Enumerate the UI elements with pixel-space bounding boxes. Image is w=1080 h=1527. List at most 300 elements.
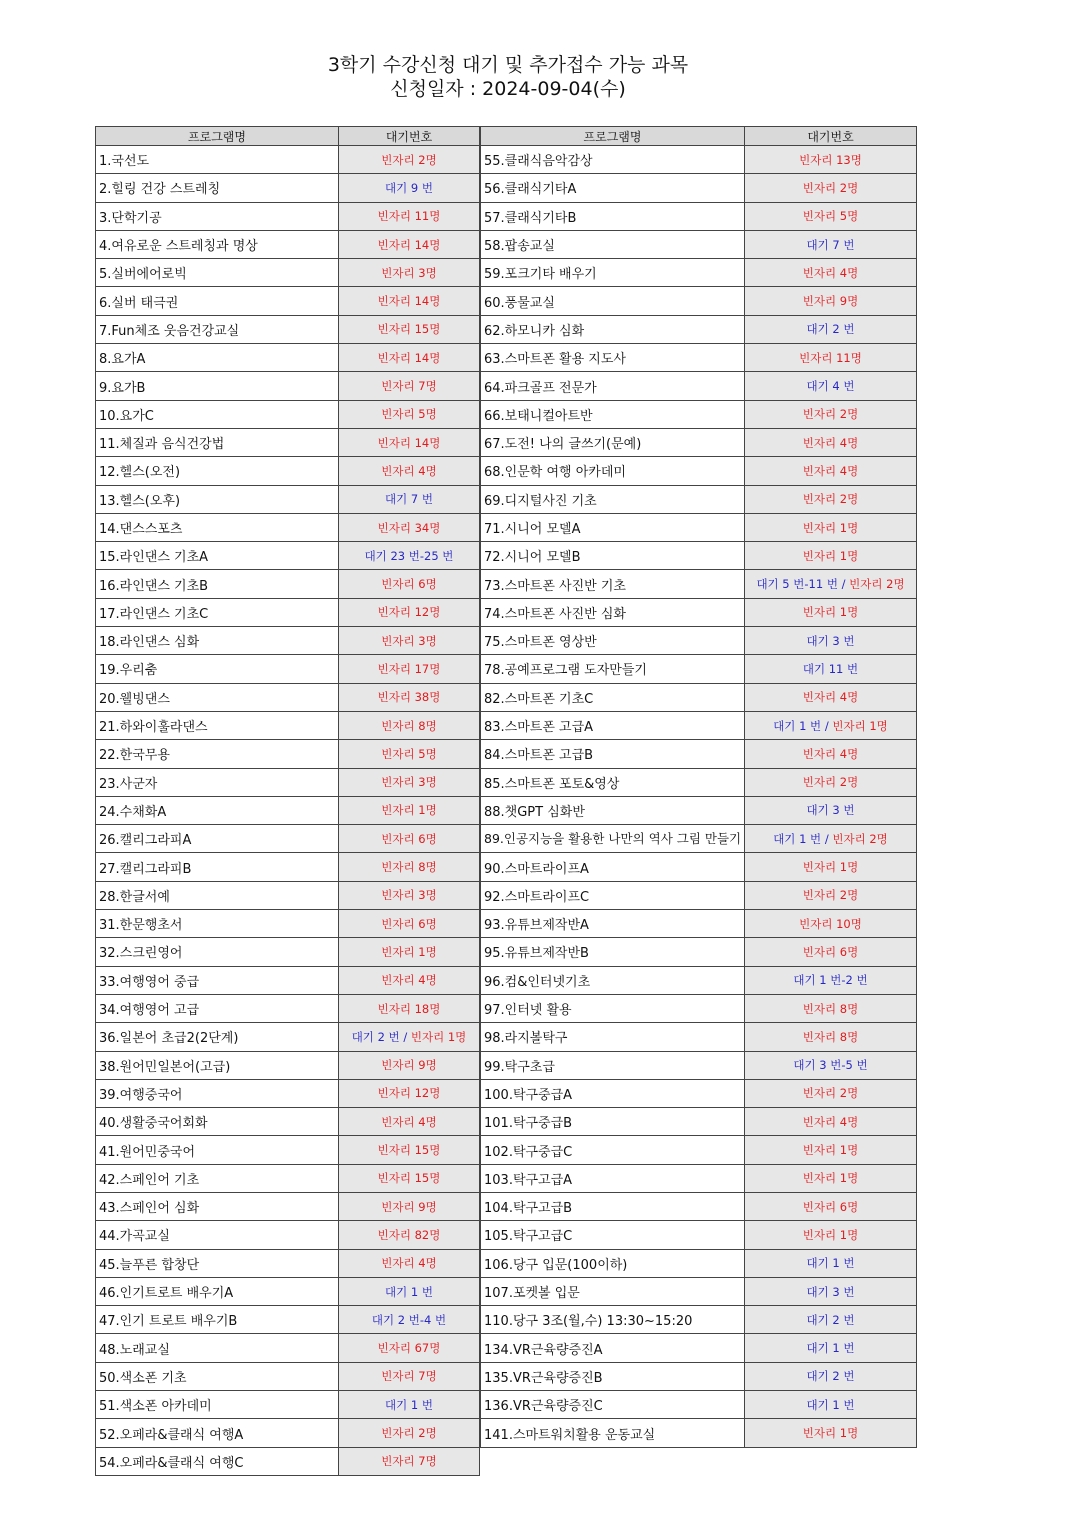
program-name: 95.유튜브제작반B — [481, 938, 745, 966]
waiting-status — [745, 174, 917, 202]
vacancy-count: 빈자리 8명 — [381, 860, 437, 875]
waiting-status — [339, 768, 480, 796]
waiting-number: 대기 1 번 — [773, 831, 822, 846]
program-name: 36.일본어 초급2(2단계) — [96, 1023, 339, 1051]
program-name: 78.공예프로그램 도자만들기 — [481, 655, 745, 683]
program-name: 62.하모니카 심화 — [481, 315, 745, 343]
waiting-number: 대기 1 번 — [773, 718, 822, 733]
waiting-status — [339, 1108, 480, 1136]
table-row — [96, 1419, 480, 1447]
table-row — [96, 1249, 480, 1277]
waiting-number: 대기 2 번 — [806, 1312, 855, 1327]
waiting-status — [745, 1362, 917, 1390]
waiting-status — [745, 683, 917, 711]
waiting-status — [745, 400, 917, 428]
waiting-number: 대기 3 번 — [806, 1284, 855, 1299]
waiting-number: 대기 2 번-4 번 — [371, 1312, 447, 1327]
waiting-status — [339, 1051, 480, 1079]
waiting-status — [339, 598, 480, 626]
document-title: 3학기 수강신청 대기 및 추가접수 가능 과목 — [327, 54, 689, 76]
vacancy-count: 빈자리 3명 — [381, 265, 437, 280]
program-name: 100.탁구중급A — [481, 1079, 745, 1107]
table-row — [481, 1306, 917, 1334]
waiting-status — [745, 230, 917, 258]
program-name: 22.한국무용 — [96, 740, 339, 768]
program-name: 2.힐링 건강 스트레칭 — [96, 174, 339, 202]
program-name: 31.한문행초서 — [96, 910, 339, 938]
waiting-status — [745, 598, 917, 626]
waiting-status — [339, 796, 480, 824]
table-row — [96, 627, 480, 655]
waiting-status — [339, 1136, 480, 1164]
table-row — [481, 598, 917, 626]
program-name: 97.인터넷 활용 — [481, 994, 745, 1022]
vacancy-count: 빈자리 8명 — [802, 1029, 859, 1044]
program-name: 1.국선도 — [96, 146, 339, 174]
table-row — [481, 711, 917, 739]
waiting-status — [745, 457, 917, 485]
table-row — [481, 1419, 917, 1447]
program-name: 47.인기 트로트 배우기B — [96, 1306, 339, 1334]
table-row — [481, 1164, 917, 1192]
waiting-status — [339, 428, 480, 456]
table-row — [481, 627, 917, 655]
table-row — [96, 740, 480, 768]
waiting-status — [745, 1334, 917, 1362]
waiting-status — [745, 259, 917, 287]
vacancy-count: 빈자리 17명 — [377, 661, 441, 676]
table-row — [481, 400, 917, 428]
program-name: 5.실버에어로빅 — [96, 259, 339, 287]
waiting-number: / — [837, 577, 850, 592]
waiting-number: / — [821, 831, 833, 846]
waiting-status — [339, 1079, 480, 1107]
table-row — [481, 485, 917, 513]
vacancy-count: 빈자리 6명 — [802, 1199, 859, 1214]
program-name: 17.라인댄스 기초C — [96, 598, 339, 626]
program-name: 45.늘푸른 합창단 — [96, 1249, 339, 1277]
waiting-status — [339, 372, 480, 400]
table-row — [96, 910, 480, 938]
vacancy-count: 빈자리 11명 — [799, 350, 862, 365]
vacancy-count: 빈자리 34명 — [377, 520, 441, 535]
program-name: 43.스페인어 심화 — [96, 1192, 339, 1220]
vacancy-count: 빈자리 5명 — [381, 746, 437, 761]
vacancy-count: 빈자리 1명 — [802, 548, 859, 563]
waiting-status — [339, 825, 480, 853]
waiting-status — [339, 457, 480, 485]
waiting-status — [339, 400, 480, 428]
table-row — [481, 428, 917, 456]
table-header-row — [481, 127, 917, 146]
vacancy-count: 빈자리 1명 — [381, 944, 437, 959]
table-row — [481, 655, 917, 683]
table-row — [96, 1136, 480, 1164]
program-name: 82.스마트폰 기초C — [481, 683, 745, 711]
waiting-status — [745, 485, 917, 513]
program-name: 14.댄스스포츠 — [96, 513, 339, 541]
vacancy-count: 빈자리 5명 — [381, 407, 437, 422]
program-name: 21.하와이훌라댄스 — [96, 711, 339, 739]
table-row — [96, 796, 480, 824]
waiting-status — [339, 1249, 480, 1277]
waiting-status — [339, 881, 480, 909]
program-name: 11.체질과 음식건강법 — [96, 428, 339, 456]
vacancy-count: 빈자리 6명 — [802, 944, 859, 959]
program-name: 12.헬스(오전) — [96, 457, 339, 485]
table-row — [481, 881, 917, 909]
table-row — [481, 1334, 917, 1362]
vacancy-count: 빈자리 12명 — [377, 1086, 441, 1101]
program-name: 71.시니어 모델A — [481, 513, 745, 541]
table-row — [96, 230, 480, 258]
program-name: 56.클래식기타A — [481, 174, 745, 202]
table-row — [96, 598, 480, 626]
table-row — [481, 1136, 917, 1164]
vacancy-count: 빈자리 82명 — [377, 1227, 441, 1242]
vacancy-count: 빈자리 14명 — [377, 294, 441, 309]
table-row — [96, 994, 480, 1022]
waiting-status — [339, 259, 480, 287]
vacancy-count: 빈자리 3명 — [381, 888, 437, 903]
program-name: 59.포크기타 배우기 — [481, 259, 745, 287]
vacancy-count: 빈자리 2명 — [802, 1086, 859, 1101]
table-row — [481, 372, 917, 400]
vacancy-count: 빈자리 4명 — [802, 690, 859, 705]
waiting-status — [745, 1419, 917, 1447]
program-name: 19.우리춤 — [96, 655, 339, 683]
table-row — [96, 711, 480, 739]
vacancy-count: 빈자리 13명 — [799, 152, 862, 167]
waiting-status — [339, 994, 480, 1022]
table-row — [481, 768, 917, 796]
vacancy-count: 빈자리 2명 — [802, 492, 859, 507]
program-name: 68.인문학 여행 아카데미 — [481, 457, 745, 485]
table-row — [96, 259, 480, 287]
table-row — [481, 1079, 917, 1107]
program-name: 41.원어민중국어 — [96, 1136, 339, 1164]
waiting-status — [745, 881, 917, 909]
vacancy-count: 빈자리 7명 — [381, 379, 437, 394]
table-row — [96, 1334, 480, 1362]
vacancy-count: 빈자리 2명 — [381, 1426, 437, 1440]
program-name: 135.VR근육량증진B — [481, 1362, 745, 1390]
vacancy-count: 빈자리 15명 — [377, 1143, 441, 1158]
vacancy-count: 빈자리 8명 — [381, 718, 437, 733]
program-name: 96.컴&인터넷기초 — [481, 966, 745, 994]
waiting-status — [745, 287, 917, 315]
waiting-status — [339, 513, 480, 541]
vacancy-count: 빈자리 14명 — [377, 237, 441, 252]
table-row — [481, 1391, 917, 1419]
program-name: 69.디지털사진 기초 — [481, 485, 745, 513]
vacancy-count: 빈자리 4명 — [381, 973, 437, 988]
table-row — [96, 768, 480, 796]
program-name: 57.클래식기타B — [481, 202, 745, 230]
vacancy-count: 빈자리 9명 — [381, 1199, 437, 1214]
waiting-status — [745, 1277, 917, 1305]
table-row — [96, 1108, 480, 1136]
table-row — [481, 910, 917, 938]
table-row — [481, 146, 917, 174]
waiting-number: 대기 11 번 — [802, 661, 859, 676]
program-name: 48.노래교실 — [96, 1334, 339, 1362]
waiting-status — [745, 1391, 917, 1419]
program-name: 15.라인댄스 기초A — [96, 542, 339, 570]
waiting-status — [745, 1136, 917, 1164]
table-row — [481, 513, 917, 541]
table-row — [481, 938, 917, 966]
vacancy-count: 빈자리 1명 — [802, 1171, 859, 1186]
vacancy-count: 빈자리 6명 — [381, 577, 437, 592]
program-name: 110.당구 3조(월,수) 13:30~15:20 — [481, 1306, 745, 1334]
program-name: 26.캘리그라피A — [96, 825, 339, 853]
application-date: 신청일자 : 2024-09-04(수) — [390, 78, 626, 100]
waiting-status — [339, 1023, 480, 1051]
waiting-status — [745, 344, 917, 372]
table-row — [481, 570, 917, 598]
table-row — [481, 740, 917, 768]
vacancy-count: 빈자리 4명 — [802, 746, 859, 761]
vacancy-count: 빈자리 9명 — [802, 294, 859, 309]
table-row — [96, 570, 480, 598]
program-name: 107.포켓볼 입문 — [481, 1277, 745, 1305]
waiting-number: 대기 7 번 — [806, 237, 855, 252]
vacancy-count: 빈자리 7명 — [381, 1454, 437, 1469]
table-row — [96, 853, 480, 881]
program-name: 3.단학기공 — [96, 202, 339, 230]
program-name: 23.사군자 — [96, 768, 339, 796]
column-header-waiting: 대기번호 — [745, 127, 917, 146]
waiting-status — [339, 655, 480, 683]
waiting-status — [745, 796, 917, 824]
waiting-number: 대기 4 번 — [806, 379, 855, 394]
table-row — [96, 513, 480, 541]
table-row — [481, 1051, 917, 1079]
program-name: 24.수채화A — [96, 796, 339, 824]
table-row — [96, 683, 480, 711]
waiting-status — [745, 853, 917, 881]
waiting-status — [745, 1108, 917, 1136]
waiting-status — [339, 315, 480, 343]
waiting-status — [745, 1306, 917, 1334]
waiting-status — [339, 344, 480, 372]
column-header-program: 프로그램명 — [96, 127, 339, 146]
vacancy-count: 빈자리 4명 — [802, 463, 859, 478]
vacancy-count: 빈자리 14명 — [377, 435, 441, 450]
table-row — [96, 485, 480, 513]
table-row — [96, 287, 480, 315]
waiting-status — [745, 1051, 917, 1079]
waiting-status — [745, 1192, 917, 1220]
waiting-status — [339, 230, 480, 258]
vacancy-count: 빈자리 2명 — [832, 831, 888, 846]
table-row — [481, 683, 917, 711]
waiting-status — [745, 513, 917, 541]
waiting-number: 대기 3 번 — [806, 803, 855, 818]
waiting-status — [339, 1164, 480, 1192]
vacancy-count: 빈자리 4명 — [381, 1114, 437, 1129]
program-name: 39.여행중국어 — [96, 1079, 339, 1107]
waiting-number: 대기 2 번 — [806, 1369, 855, 1384]
program-name: 102.탁구중급C — [481, 1136, 745, 1164]
program-name: 103.탁구고급A — [481, 1164, 745, 1192]
table-row — [96, 1447, 480, 1475]
table-row — [96, 457, 480, 485]
waiting-status — [339, 627, 480, 655]
vacancy-count: 빈자리 4명 — [802, 1114, 859, 1129]
vacancy-count: 빈자리 10명 — [799, 916, 862, 931]
waiting-status — [745, 372, 917, 400]
program-name: 46.인기트로트 배우기A — [96, 1277, 339, 1305]
vacancy-count: 빈자리 3명 — [381, 775, 437, 790]
table-row — [96, 1391, 480, 1419]
table-row — [481, 1249, 917, 1277]
table-row — [96, 542, 480, 570]
program-name: 104.탁구고급B — [481, 1192, 745, 1220]
vacancy-count: 빈자리 1명 — [802, 1426, 859, 1440]
vacancy-count: 빈자리 1명 — [381, 803, 437, 818]
program-name: 83.스마트폰 고급A — [481, 711, 745, 739]
table-row — [481, 174, 917, 202]
waiting-status — [745, 1164, 917, 1192]
program-name: 6.실버 태극권 — [96, 287, 339, 315]
vacancy-count: 빈자리 18명 — [377, 1001, 441, 1016]
waiting-status — [339, 740, 480, 768]
waiting-status — [339, 910, 480, 938]
program-name: 38.원어민일본어(고급) — [96, 1051, 339, 1079]
table-row — [481, 230, 917, 258]
vacancy-count: 빈자리 5명 — [802, 209, 859, 224]
program-name: 141.스마트워치활용 운동교실 — [481, 1419, 745, 1447]
table-header-row — [96, 127, 480, 146]
program-name: 90.스마트라이프A — [481, 853, 745, 881]
waiting-status — [745, 1249, 917, 1277]
table-row — [96, 428, 480, 456]
program-name: 72.시니어 모델B — [481, 542, 745, 570]
vacancy-count: 빈자리 38명 — [377, 690, 441, 705]
vacancy-count: 빈자리 2명 — [802, 180, 859, 195]
waiting-status — [339, 146, 480, 174]
program-name: 99.탁구초급 — [481, 1051, 745, 1079]
program-name: 88.챗GPT 심화반 — [481, 796, 745, 824]
waiting-number: / — [821, 718, 833, 733]
waiting-status — [339, 570, 480, 598]
table-row — [481, 259, 917, 287]
waiting-status — [745, 1023, 917, 1051]
vacancy-count: 빈자리 11명 — [377, 209, 441, 224]
waiting-status — [745, 994, 917, 1022]
table-row — [96, 1306, 480, 1334]
waiting-number: 대기 9 번 — [385, 180, 433, 195]
waiting-number: 대기 1 번 — [806, 1341, 855, 1356]
program-name: 75.스마트폰 영상반 — [481, 627, 745, 655]
table-row — [481, 1362, 917, 1390]
table-row — [481, 315, 917, 343]
table-row — [96, 881, 480, 909]
program-name: 13.헬스(오후) — [96, 485, 339, 513]
course-table-left — [95, 126, 480, 1476]
waiting-number: 대기 5 번-11 번 — [756, 577, 838, 592]
waiting-status — [745, 1221, 917, 1249]
waiting-status — [339, 966, 480, 994]
vacancy-count: 빈자리 1명 — [802, 1143, 859, 1158]
program-name: 42.스페인어 기초 — [96, 1164, 339, 1192]
table-row — [481, 202, 917, 230]
waiting-status — [745, 146, 917, 174]
vacancy-count: 빈자리 15명 — [377, 1171, 441, 1186]
waiting-status — [745, 1079, 917, 1107]
program-name: 66.보태니컬아트반 — [481, 400, 745, 428]
table-row — [96, 655, 480, 683]
program-name: 55.클래식음악감상 — [481, 146, 745, 174]
table-row — [96, 146, 480, 174]
waiting-status — [339, 853, 480, 881]
waiting-status — [339, 711, 480, 739]
table-row — [481, 1277, 917, 1305]
program-name: 58.팝송교실 — [481, 230, 745, 258]
vacancy-count: 빈자리 6명 — [381, 916, 437, 931]
waiting-status — [339, 1192, 480, 1220]
program-name: 60.풍물교실 — [481, 287, 745, 315]
waiting-status — [745, 315, 917, 343]
table-row — [481, 1108, 917, 1136]
column-header-program: 프로그램명 — [481, 127, 745, 146]
waiting-status — [745, 202, 917, 230]
program-name: 8.요가A — [96, 344, 339, 372]
program-name: 40.생활중국어회화 — [96, 1108, 339, 1136]
waiting-status — [339, 287, 480, 315]
waiting-status — [339, 1362, 480, 1390]
program-name: 74.스마트폰 사진반 심화 — [481, 598, 745, 626]
waiting-status — [339, 1334, 480, 1362]
table-row — [96, 1221, 480, 1249]
vacancy-count: 빈자리 1명 — [802, 1227, 859, 1242]
vacancy-count: 빈자리 4명 — [802, 435, 859, 450]
table-row — [96, 174, 480, 202]
program-name: 54.오페라&클래식 여행C — [96, 1447, 339, 1475]
program-name: 101.탁구중급B — [481, 1108, 745, 1136]
vacancy-count: 빈자리 8명 — [802, 1001, 859, 1016]
program-name: 44.가곡교실 — [96, 1221, 339, 1249]
waiting-status — [745, 542, 917, 570]
table-row — [481, 344, 917, 372]
vacancy-count: 빈자리 9명 — [381, 1058, 437, 1073]
program-name: 136.VR근육량증진C — [481, 1391, 745, 1419]
table-row — [481, 1023, 917, 1051]
waiting-status — [745, 740, 917, 768]
vacancy-count: 빈자리 2명 — [802, 775, 859, 790]
waiting-number: 대기 3 번-5 번 — [793, 1058, 868, 1073]
waiting-status — [339, 1306, 480, 1334]
table-row — [96, 1079, 480, 1107]
vacancy-count: 빈자리 2명 — [802, 888, 859, 903]
table-row — [96, 938, 480, 966]
table-row — [96, 966, 480, 994]
waiting-status — [339, 485, 480, 513]
program-name: 92.스마트라이프C — [481, 881, 745, 909]
waiting-number: 대기 1 번 — [385, 1397, 433, 1412]
waiting-status — [745, 825, 917, 853]
program-name: 67.도전! 나의 글쓰기(문예) — [481, 428, 745, 456]
vacancy-count: 빈자리 4명 — [381, 463, 437, 478]
vacancy-count: 빈자리 14명 — [377, 350, 441, 365]
waiting-number: 대기 1 번 — [806, 1397, 855, 1412]
table-row — [481, 457, 917, 485]
program-name: 50.색소폰 기초 — [96, 1362, 339, 1390]
waiting-status — [745, 768, 917, 796]
waiting-number: 대기 1 번 — [806, 1256, 855, 1271]
